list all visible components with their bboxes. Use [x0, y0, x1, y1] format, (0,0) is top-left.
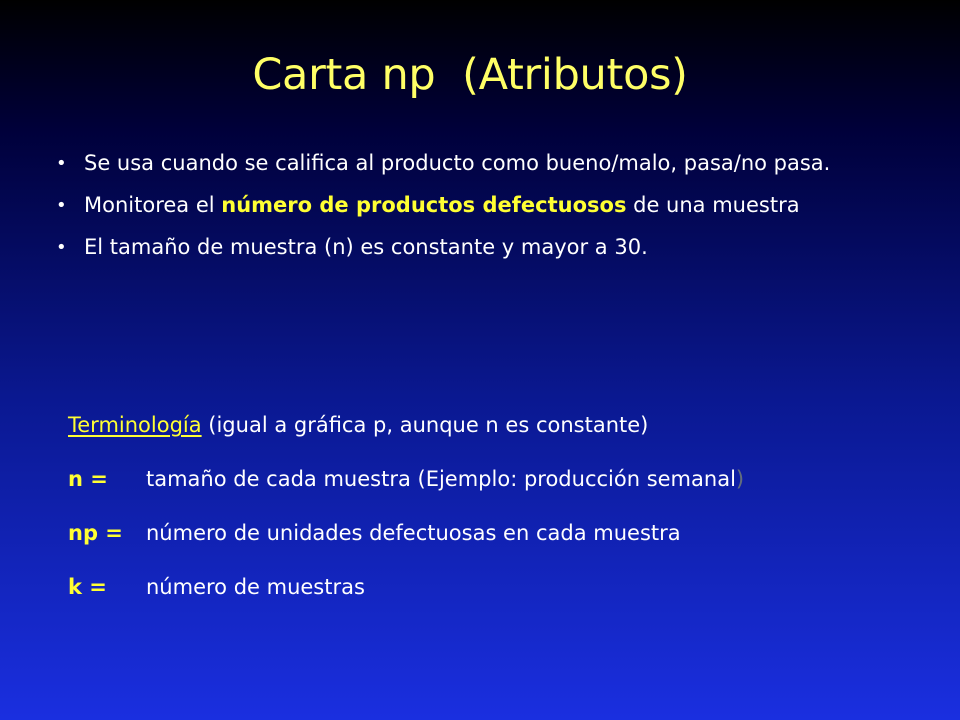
slide-title: Carta np (Atributos): [252, 50, 688, 100]
bullet-item: [52, 148, 932, 179]
bullet-highlight: número de productos defectuosos: [221, 193, 627, 217]
term-row-n: [68, 464, 938, 495]
terminology-note: (igual a gráfica p, aunque n es constante): [201, 413, 649, 437]
terminology-section: [68, 410, 938, 626]
term-row-k: [68, 572, 938, 603]
term-definition: número de muestras: [146, 575, 365, 599]
term-trailing: ): [735, 467, 745, 491]
bullet-text: Monitorea el: [84, 193, 222, 217]
bullet-item: [52, 232, 932, 263]
term-key: np =: [68, 521, 123, 545]
bullet-text: Se usa cuando se califica al producto como bueno/malo, pasa/no pasa.: [84, 151, 831, 175]
term-key: n =: [68, 467, 108, 491]
terminology-heading-line: [68, 410, 938, 441]
bullet-list: [52, 148, 932, 274]
term-row-np: [68, 518, 938, 549]
bullet-icon: •: [56, 195, 67, 216]
term-key: k =: [68, 575, 107, 599]
term-definition: tamaño de cada muestra (Ejemplo: producción semanal: [146, 467, 736, 491]
term-definition: número de unidades defectuosas en cada muestra: [146, 521, 681, 545]
bullet-icon: •: [56, 237, 67, 258]
bullet-text: El tamaño de muestra (n) es constante y mayor a 30.: [84, 235, 648, 259]
bullet-text-after: de una muestra: [626, 193, 800, 217]
terminology-heading: Terminología: [68, 413, 202, 437]
bullet-item: [52, 190, 932, 221]
bullet-icon: •: [56, 153, 67, 174]
